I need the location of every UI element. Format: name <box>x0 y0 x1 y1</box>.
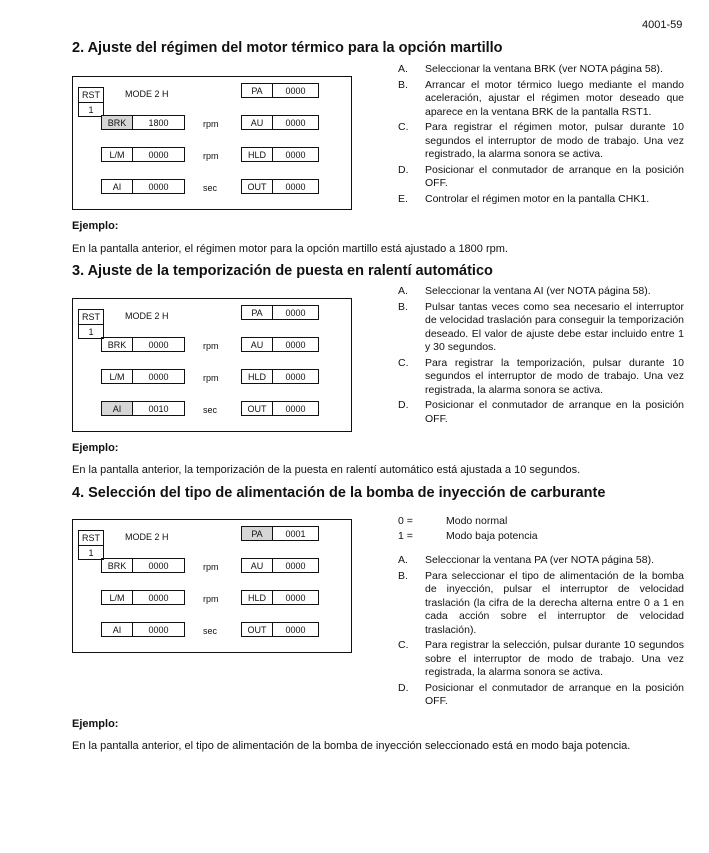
rst-box <box>78 530 104 560</box>
pa-value: 0001 <box>285 528 306 539</box>
brk-label: BRK <box>102 338 133 351</box>
rst-label: RST <box>79 88 103 103</box>
step-key: A. <box>398 285 408 297</box>
out-label: OUT <box>242 402 273 415</box>
step-key: C. <box>398 639 409 651</box>
brk-cell <box>101 558 185 573</box>
step-key: D. <box>398 681 409 694</box>
au-cell <box>241 337 319 352</box>
lm-cell <box>101 369 185 384</box>
ai-label: AI <box>102 402 133 415</box>
rst-label: RST <box>79 310 103 325</box>
step-key: C. <box>398 121 409 133</box>
mode-label: MODE 2 H <box>125 532 169 542</box>
step-text: Pulsar tantas veces como sea necesario el interruptor de velocidad traslación para conseguir la temporización deseado. El valor de ajuste debe estar incluido entre 1 y 30 segundos. <box>425 300 684 353</box>
display-panel <box>72 76 352 210</box>
legend-text: Modo baja potencia <box>446 530 538 542</box>
section-2-title: 2. Ajuste del régimen del motor térmico para la opción martillo <box>72 40 503 56</box>
lm-value: 0000 <box>148 371 169 382</box>
step-item <box>398 357 684 398</box>
lm-label: L/M <box>102 591 133 604</box>
example-text: En la pantalla anterior, la temporización de la puesta en ralentí automático está ajustada a 10 segundos. <box>72 464 581 476</box>
display-panel <box>72 298 352 432</box>
ai-value: 0000 <box>148 181 169 192</box>
rst-box <box>78 87 104 117</box>
legend-text: Modo normal <box>446 515 508 527</box>
step-key: D. <box>398 399 409 411</box>
pa-cell <box>241 305 319 320</box>
pa-label: PA <box>242 306 273 319</box>
step-text: Para seleccionar el tipo de alimentación de la bomba de inyección, pulsar el interruptor de velocidad traslación (la cifra de la derecha alterna entre 0 a 1 en cada acción sobre el interruptor de velocidad traslación). <box>425 569 684 636</box>
example-label: Ejemplo: <box>72 718 119 730</box>
ai-value: 0000 <box>148 624 169 635</box>
step-key: B. <box>398 569 408 582</box>
section-3-title: 3. Ajuste de la temporización de puesta en ralentí automático <box>72 263 493 279</box>
lm-cell <box>101 590 185 605</box>
mode-label: MODE 2 H <box>125 89 169 99</box>
unit-label: rpm <box>203 119 219 129</box>
au-label: AU <box>242 559 273 572</box>
steps-list <box>398 554 684 711</box>
au-value: 0000 <box>285 339 306 350</box>
step-text: Para registrar el régimen motor, pulsar durante 10 segundos el interruptor de modo de trabajo. Una vez registrado, la alarma sonora se activa. <box>425 121 684 160</box>
unit-label: sec <box>203 405 218 415</box>
step-key: D. <box>398 163 409 176</box>
unit-label: sec <box>203 183 218 193</box>
step-item <box>398 63 684 77</box>
hld-value: 0000 <box>285 592 306 603</box>
rst-value: 1 <box>88 548 94 558</box>
brk-label: BRK <box>102 559 133 572</box>
brk-cell <box>101 337 185 352</box>
brk-cell <box>101 115 185 130</box>
hld-label: HLD <box>242 148 273 161</box>
step-text: Posicionar el conmutador de arranque en la posición OFF. <box>425 163 684 189</box>
example-text: En la pantalla anterior, el tipo de alimentación de la bomba de inyección seleccionado está en modo baja potencia. <box>72 740 631 752</box>
ai-cell <box>101 179 185 194</box>
au-value: 0000 <box>285 560 306 571</box>
steps-list <box>398 285 684 428</box>
hld-cell <box>241 369 319 384</box>
hld-cell <box>241 590 319 605</box>
rst-value: 1 <box>88 105 94 115</box>
out-value: 0000 <box>285 624 306 635</box>
legend-key: 1 = <box>398 530 413 542</box>
au-cell <box>241 115 319 130</box>
mode-label: MODE 2 H <box>125 311 169 321</box>
step-item <box>398 570 684 638</box>
step-item <box>398 193 684 207</box>
pa-label: PA <box>242 84 273 97</box>
step-text: Seleccionar la ventana AI (ver NOTA página 58). <box>425 285 651 297</box>
unit-label: rpm <box>203 341 219 351</box>
step-key: B. <box>398 78 408 91</box>
step-item <box>398 399 684 426</box>
hld-label: HLD <box>242 591 273 604</box>
out-cell <box>241 179 319 194</box>
legend-key: 0 = <box>398 515 413 527</box>
page-number: 4001-59 <box>642 19 683 31</box>
step-key: A. <box>398 554 408 566</box>
hld-cell <box>241 147 319 162</box>
step-text: Posicionar el conmutador de arranque en la posición OFF. <box>425 399 684 425</box>
hld-value: 0000 <box>285 149 306 160</box>
step-item <box>398 79 684 120</box>
lm-cell <box>101 147 185 162</box>
unit-label: rpm <box>203 562 219 572</box>
step-text: Seleccionar la ventana BRK (ver NOTA página 58). <box>425 63 663 75</box>
step-text: Para registrar la selección, pulsar durante 10 segundos sobre el interruptor de modo de trabajo. Una vez registrada, la alarma sonora se activa. <box>425 639 684 678</box>
step-text: Para registrar la temporización, pulsar durante 10 segundos el interruptor de modo de trabajo. Una vez registrada, la alarma sonora se activa. <box>425 356 684 396</box>
example-text: En la pantalla anterior, el régimen motor para la opción martillo está ajustado a 1800 rpm. <box>72 243 508 255</box>
steps-list <box>398 63 684 208</box>
au-cell <box>241 558 319 573</box>
hld-label: HLD <box>242 370 273 383</box>
ai-cell <box>101 622 185 637</box>
step-item <box>398 121 684 162</box>
pa-cell <box>241 526 319 541</box>
unit-label: rpm <box>203 594 219 604</box>
ai-cell <box>101 401 185 416</box>
section-4-title: 4. Selección del tipo de alimentación de la bomba de inyección de carburante <box>72 485 606 501</box>
out-cell <box>241 622 319 637</box>
step-key: E. <box>398 192 408 205</box>
legend <box>398 514 538 544</box>
step-key: C. <box>398 356 409 369</box>
lm-value: 0000 <box>148 149 169 160</box>
step-item <box>398 639 684 680</box>
brk-value: 0000 <box>148 560 169 571</box>
step-key: B. <box>398 300 408 313</box>
brk-value: 0000 <box>148 339 169 350</box>
step-item <box>398 285 684 299</box>
step-text: Arrancar el motor térmico luego mediante el mando aceleración, ajustar el régimen motor deseado que aparece en la ventana BRK de la pantalla RST1. <box>425 78 684 118</box>
lm-label: L/M <box>102 148 133 161</box>
unit-label: rpm <box>203 151 219 161</box>
hld-value: 0000 <box>285 371 306 382</box>
rst-box <box>78 309 104 339</box>
step-item <box>398 554 684 568</box>
lm-label: L/M <box>102 370 133 383</box>
rst-label: RST <box>79 531 103 546</box>
brk-label: BRK <box>102 116 133 129</box>
out-value: 0000 <box>285 181 306 192</box>
unit-label: rpm <box>203 373 219 383</box>
pa-label: PA <box>242 527 273 540</box>
au-value: 0000 <box>285 117 306 128</box>
au-label: AU <box>242 338 273 351</box>
ai-label: AI <box>102 623 133 636</box>
step-text: Controlar el régimen motor en la pantalla CHK1. <box>425 192 650 205</box>
pa-value: 0000 <box>285 307 306 318</box>
step-text: Seleccionar la ventana PA (ver NOTA página 58). <box>425 554 654 566</box>
brk-value: 1800 <box>148 117 169 128</box>
pa-value: 0000 <box>285 85 306 96</box>
step-item <box>398 301 684 355</box>
example-label: Ejemplo: <box>72 442 119 454</box>
pa-cell <box>241 83 319 98</box>
example-label: Ejemplo: <box>72 220 119 232</box>
rst-value: 1 <box>88 327 94 337</box>
ai-value: 0010 <box>148 403 169 414</box>
step-item <box>398 682 684 709</box>
lm-value: 0000 <box>148 592 169 603</box>
au-label: AU <box>242 116 273 129</box>
unit-label: sec <box>203 626 218 636</box>
ai-label: AI <box>102 180 133 193</box>
step-text: Posicionar el conmutador de arranque en la posición OFF. <box>425 681 684 707</box>
step-item <box>398 164 684 191</box>
out-value: 0000 <box>285 403 306 414</box>
step-key: A. <box>398 63 408 75</box>
out-label: OUT <box>242 180 273 193</box>
out-label: OUT <box>242 623 273 636</box>
display-panel <box>72 519 352 653</box>
out-cell <box>241 401 319 416</box>
